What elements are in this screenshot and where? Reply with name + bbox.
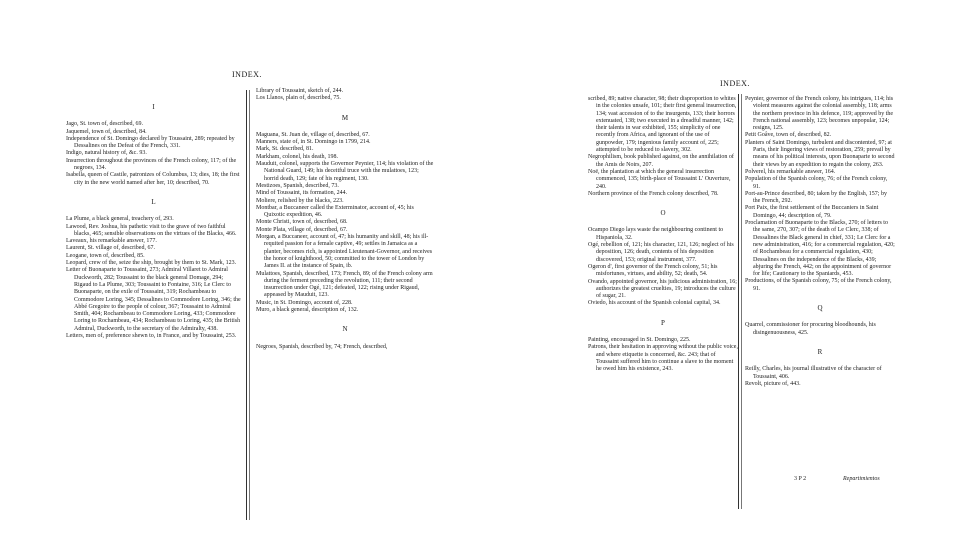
section-letter: Q xyxy=(817,304,823,313)
index-entry: Jaquemel, town of, described, 84. xyxy=(66,128,147,135)
index-entry: Ocampo Diego lays waste the neighbouring continent to Hispaniola, 32. xyxy=(588,227,724,241)
index-entry: Peynier, governor of the French colony, his intrigues, 114; his violent measures against the colonial assembly, 118; arms the northern province in his defence, 119; approved by the French national assembly, 123; becomes unpopular, 124; resigns, 125. xyxy=(745,96,894,132)
index-entry: Monte Christi, town of, described, 68. xyxy=(256,219,348,226)
right-page xyxy=(580,0,980,556)
left-page xyxy=(0,0,470,556)
section-letter: P xyxy=(661,318,665,327)
index-entry: Montbar, a Buccaneer called the Exterminator, account of, 45; his Quixotic expedition, 46. xyxy=(256,204,414,219)
index-entry: Polverel, his remarkable answer, 164. xyxy=(745,168,836,175)
index-entry: Jago, St. town of, described, 69. xyxy=(66,121,143,128)
right-page-header: INDEX. xyxy=(720,79,750,88)
index-entry: Ogé, rebellion of, 121; his character, 121, 126; neglect of his deposition, 126; death, contents of his deposition discovered, 153; original instrument, 377. xyxy=(588,242,734,263)
section-letter: N xyxy=(342,325,348,334)
right-col-2 xyxy=(745,96,895,388)
index-entry: Planters of Saint Domingo, turbulent and discontented, 97; at Paris, their lingering views of restoration, 259; prevail by means of his political interests, upon Buonaparte to second their views by an expedition to regain the colony, 263. xyxy=(745,139,895,168)
index-entry: Oviedo, his account of the Spanish colonial capital, 34. xyxy=(588,300,721,307)
index-entry: Letters, men of, preference shewn to, in France, and by Toussaint, 253. xyxy=(66,333,237,340)
index-entry: Port Paix, the first settlement of the Buccaniers in Saint Domingo, 44; description of, 79. xyxy=(745,205,879,219)
signature-mark: 3 P 2 xyxy=(794,476,807,482)
index-entry: Petit Goâve, town of, described, 82. xyxy=(745,132,832,139)
index-entry: Muro, a black general, description of, 132. xyxy=(256,307,359,314)
right-col-1 xyxy=(588,96,738,374)
left-page-header: INDEX. xyxy=(232,70,262,79)
index-entry: Population of the Spanish colony, 76; of the French colony, 91. xyxy=(745,176,888,190)
index-entry: Insurrection throughout the provinces of the French colony, 117; of the negroes, 134. xyxy=(66,157,237,172)
index-entry: Revolt, picture of, 443. xyxy=(745,380,801,387)
index-entry: Manners, state of, in St. Domingo in 1799, 214. xyxy=(256,139,371,146)
index-entry: Monte Plata, village of, described, 67. xyxy=(256,226,348,233)
index-entry: Ogeron d', first governor of the French colony, 51; his misfortunes, virtues, and ability, 52; death, 54. xyxy=(588,263,718,278)
index-entry: Isabella, queen of Castile, patronizes of Columbus, 13; dies, 18; the first city in the new world named after her, 10; described, 70. xyxy=(66,172,240,186)
index-entry: Negroes, Spanish, described by, 74; French, described, xyxy=(256,343,388,350)
index-entry: Proclamation of Buonaparte to the Blacks, 270; of letters to the same, 270, 307; of the death of Le Clerc, 338; of Dessalines the Black general in chief, 331; Le Clerc for a new administration, 416; for a commercial regulation, 420; of Rochambeau for a commercial regulation, 430; Dessalines on the independence of the Blacks, 439; abjuring the French, 442; on the appointment of governor for life; Cautionary to the Spaniards, 453. xyxy=(745,220,895,278)
index-entry: Mestizoes, Spanish, described, 73. xyxy=(256,182,339,189)
section-letter: R xyxy=(817,347,823,356)
index-entry: Quarrel, commissioner for procuring bloodhounds, his disingenuousness, 425. xyxy=(745,322,876,336)
index-entry: Leogane, town of, described, 85. xyxy=(66,252,145,259)
index-entry: Productions, of the Spanish colony, 75; of the French colony, 91. xyxy=(745,278,892,292)
index-entry: Port-au-Prince described, 80; taken by the English, 157; by the French, 292. xyxy=(745,190,887,205)
index-entry: Northern province of the French colony described, 78. xyxy=(588,190,719,197)
index-entry: Moliere, relished by the blacks, 223. xyxy=(256,197,344,204)
index-entry: Laveaux, his remarkable answer, 177. xyxy=(66,238,157,245)
index-entry: Morgan, a Buccaneer, account of, 47; his humanity and skill, 48; his ill-requited passion for a female captive, 49; settles in Jamaica as a planter, becomes rich, is appointed Lieutenant-Governor, and receives the honor of knighthood, 50; committed to the tower of London by James II. at the instance of Spain, ib. xyxy=(256,234,433,270)
index-entry: Ovando, appointed governor, his judicious administration, 16; authorizes the greatest cruelties, 19; introduces the culture of sugar, 21. xyxy=(588,278,737,300)
catchword: Repartimientos xyxy=(843,476,880,482)
index-entry: Music, in St. Domingo, account of, 228. xyxy=(256,299,353,306)
index-entry: Reilly, Charles, his journal illustrative of the character of Toussaint, 406. xyxy=(745,366,882,380)
index-entry: Letter of Buonaparte to Toussaint, 273; Admiral Villaret to Admiral Duckworth, 282; Toussaint to the black general Domage, 294; Rigaud to La Plume, 303; Toussaint to Fontaine, 316; Le Clerc to Buonaparte, on the exile of Toussaint, 319; Rochambeau to Commodore Loring, 345; Dessalines to Commodore Loring, 346; the Abbé Gregoire to the people of colour, 367; Toussaint to Admiral Smith, 404; Rochambeau to Commodore Loring, 433; Commodore Loring to Rochambeau, 434; Rochambeau to Loring, 435; the British Admiral, Duckworth, to the secretary of the Admiralty, 438. xyxy=(66,267,241,332)
index-entry: Mauduit, colonel, supports the Governor Peynier, 114; his violation of the National Guard, 149; his deceitful truce with the mulattoes, 123; horrid death, 129; fate of his regiment, 130. xyxy=(256,161,434,182)
left-column-divider-inner xyxy=(249,90,250,520)
index-entry: Lawood, Rev. Joshua, his pathetic visit to the grave of two faithful blacks, 465; sensible observations on the virtues of the Blacks, 466. xyxy=(66,223,237,237)
index-entry: Patrons, their hesitation in approving without the public voice, and where etiquette is concerned, &c. 243; that of Toussaint suffered him to continue a slave to the moment he owed him his existence, 243. xyxy=(588,344,738,373)
index-entry: Mark, St. described, 81. xyxy=(256,146,314,153)
section-letter: L xyxy=(151,197,156,206)
right-column-divider-inner xyxy=(741,94,742,509)
section-letter: I xyxy=(152,103,155,111)
index-entry: Indigo, natural history of, &c. 93. xyxy=(66,150,147,157)
index-entry: scribed, 89; native character, 98; their disproportion to whites in the colonies unsafe, 101; their first general insurrection, 134; vast accession of to the insurgents, 133; their horrors extenuated, 138; two executed in a dreadful manner, 142; their talents in war exhibited, 155; simplicity of one recently from Africa, and ignorant of the use of gunpowder, 179; ingenious family account of, 225; attempted to be reduced to slavery, 302. xyxy=(588,96,737,154)
index-entry: Maguana, St. Juan de, village of, described, 67. xyxy=(256,131,370,138)
index-entry: Laurent, St. village of, described, 67. xyxy=(66,245,155,252)
index-entry: Leopard, crew of the, seize the ship, brought by them to St. Mark, 123. xyxy=(66,260,237,267)
index-entry: Mind of Toussaint, its formation, 244. xyxy=(256,190,348,197)
left-col-2 xyxy=(256,88,434,351)
section-letter: M xyxy=(341,113,349,122)
index-entry: Noë, the plantation at which the general insurrection commenced, 135; birth-place of Toussaint L' Ouverture, 240. xyxy=(588,168,731,190)
index-entry: Library of Toussaint, sketch of, 244. xyxy=(256,88,344,94)
index-entry: Negrophilism, book published against, on the annihilation of the Amis de Noirs, 207. xyxy=(588,154,734,168)
index-entry: Independence of St. Domingo declared by Toussaint, 289; repeated by Dessalines on the Defeat of the French, 331. xyxy=(66,135,235,150)
right-column-divider xyxy=(738,94,739,509)
left-col-1 xyxy=(66,92,241,340)
left-column-divider xyxy=(246,90,247,520)
index-entry: Markham, colonel, his death, 198. xyxy=(256,153,338,160)
index-entry: Mulattoes, Spanish, described, 173; French, 89; of the French colony arm during the ferment preceding the revolution, 111; their second insurrection under Ogé, 121; defeated, 122; rising under Rigaud, appeased by Mauduit, 123. xyxy=(256,270,433,299)
index-entry: Los Llanos, plain of, described, 75. xyxy=(256,95,341,102)
index-entry: Painting, encouraged in St. Domingo, 225. xyxy=(588,337,691,344)
section-letter: O xyxy=(660,209,666,218)
index-entry: La Plume, a black general, treachery of, 293. xyxy=(66,216,174,223)
